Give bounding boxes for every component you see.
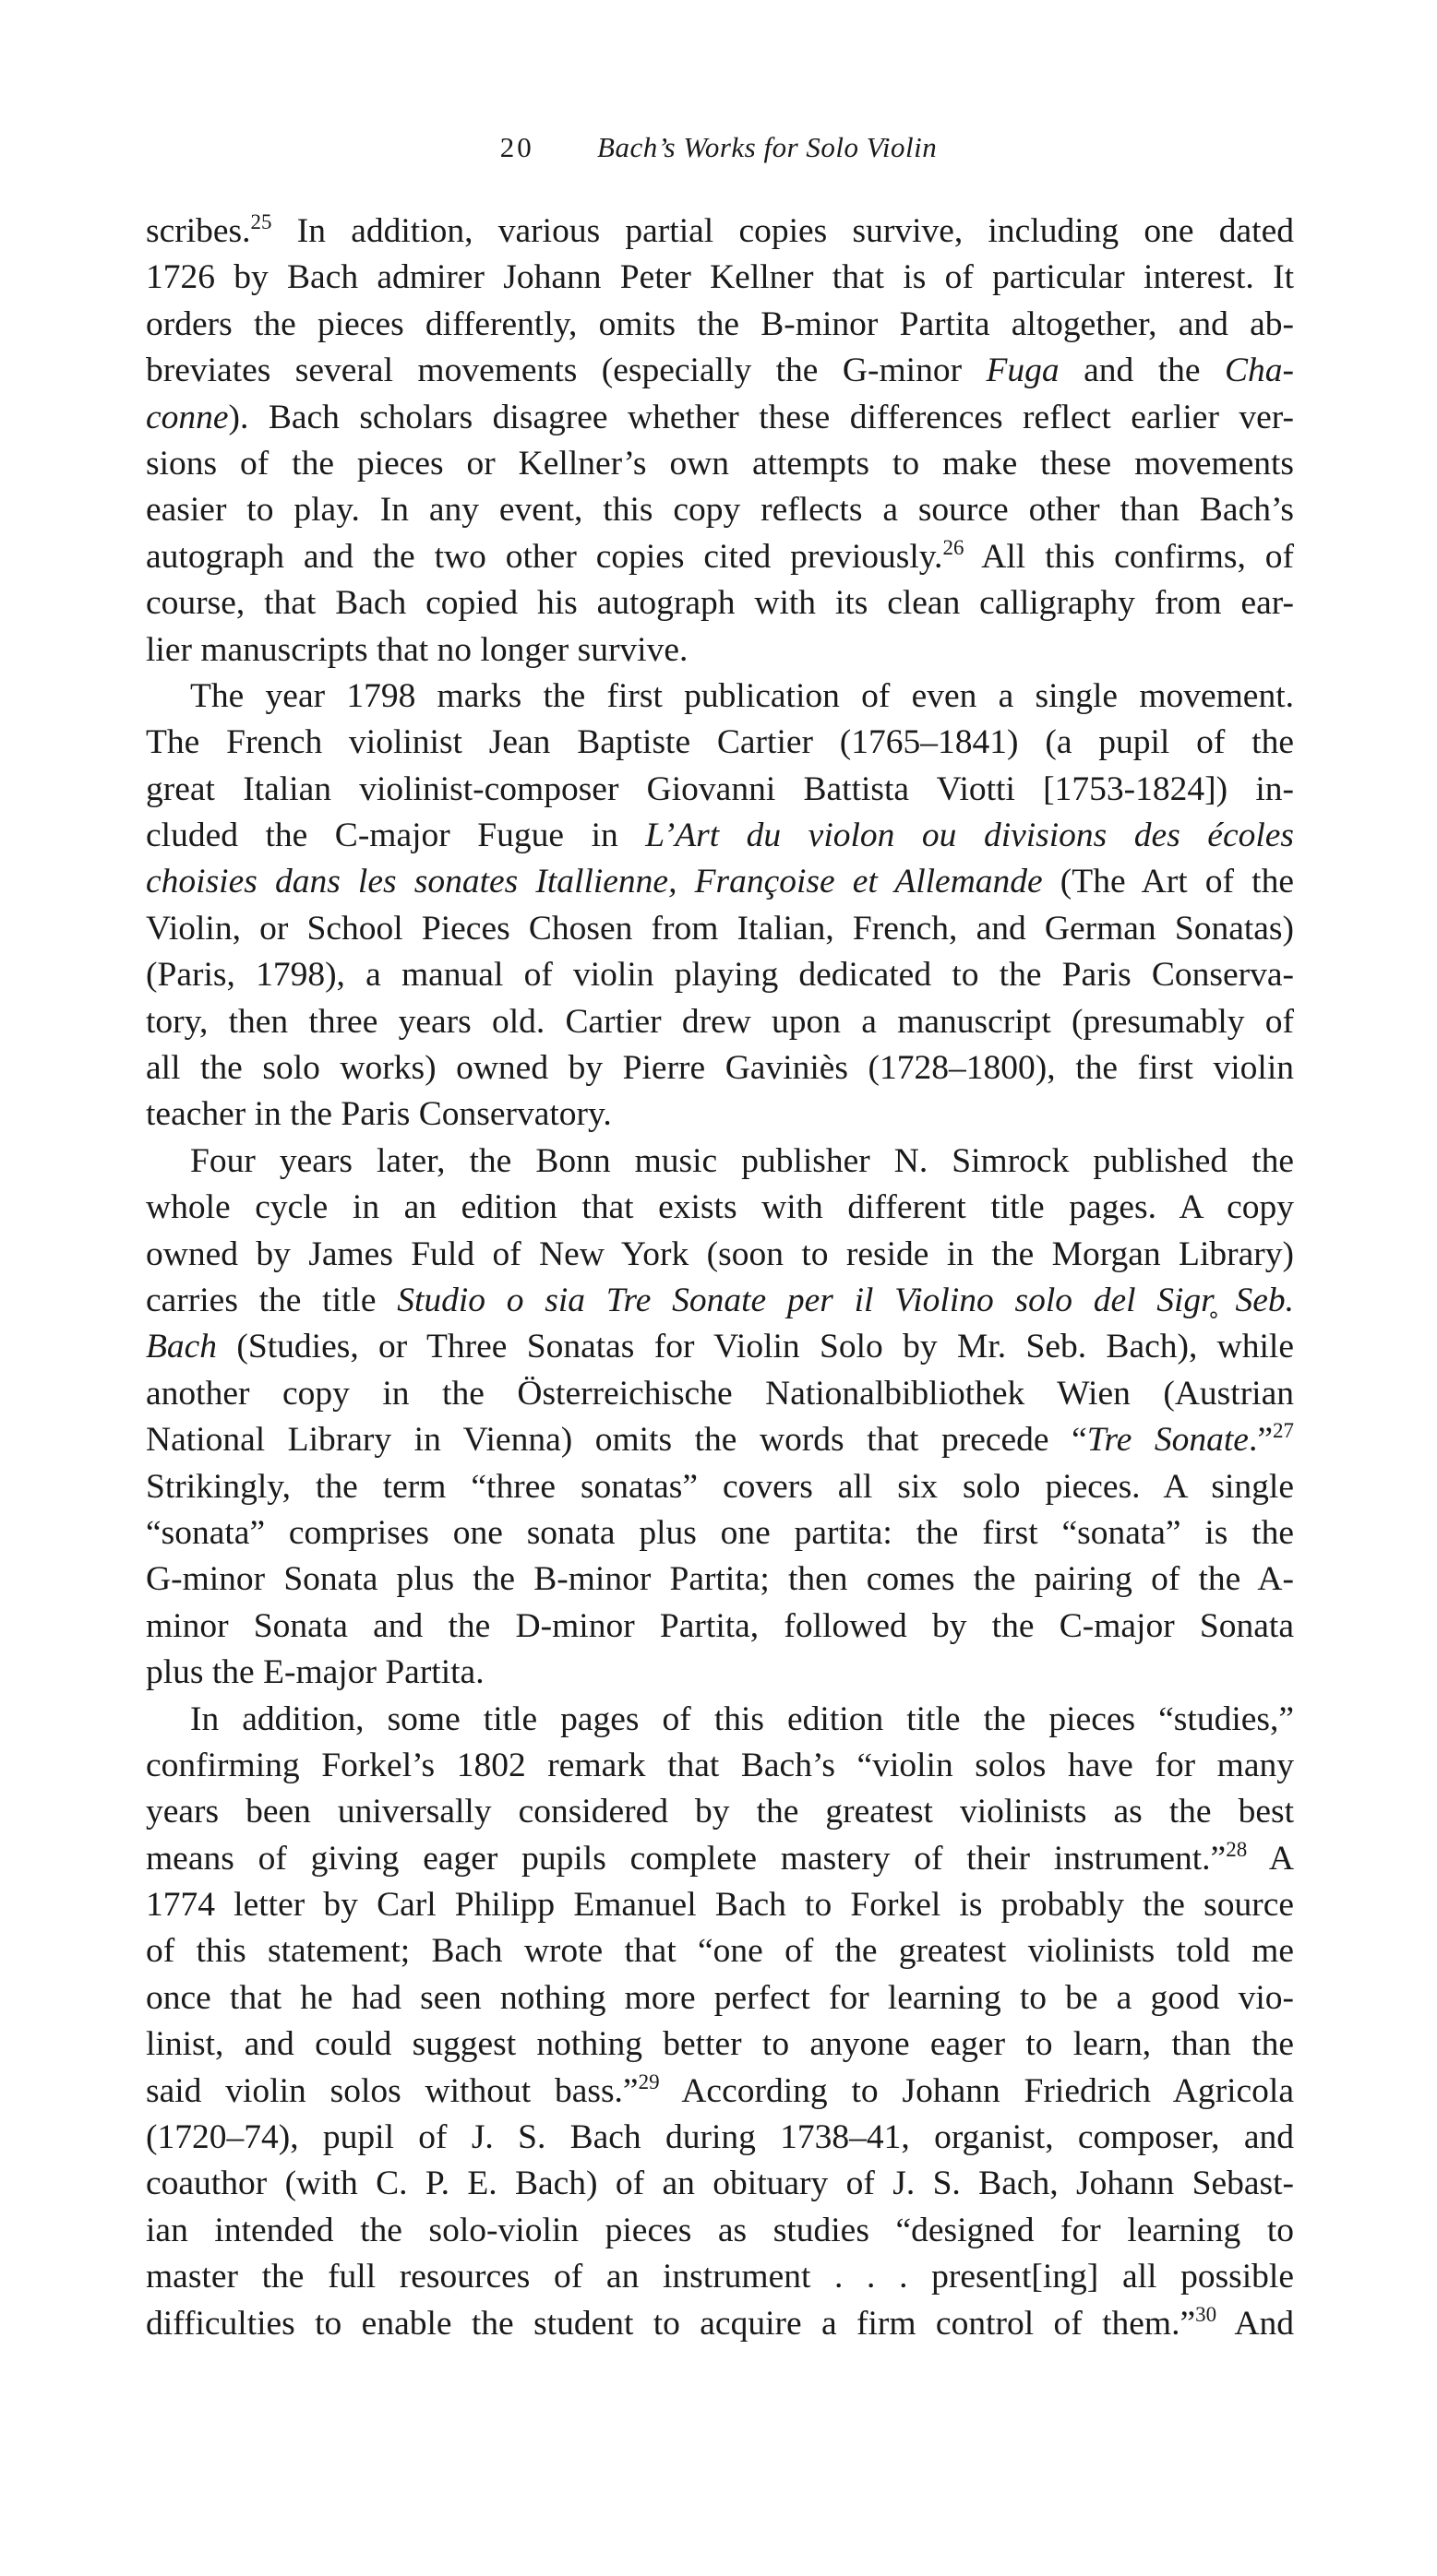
italic-text: Cha- bbox=[1225, 352, 1294, 390]
text-line bbox=[146, 1604, 1294, 1650]
text-segment: sions of the pieces or Kellner’s own attempts to make these movements bbox=[146, 444, 1294, 483]
text-line bbox=[146, 674, 1294, 720]
text-segment: carries the title bbox=[146, 1281, 398, 1319]
italic-text: Fuga bbox=[986, 352, 1060, 390]
text-line bbox=[146, 1278, 1294, 1324]
page-number: 20 bbox=[499, 131, 534, 163]
text-segment: years been universally considered by the greatest violinists as the best bbox=[146, 1793, 1294, 1831]
text-line bbox=[146, 1232, 1294, 1278]
text-segment: whole cycle in an edition that exists with different title pages. A copy bbox=[146, 1188, 1294, 1227]
text-segment: (The Art of the bbox=[1042, 863, 1294, 901]
text-line bbox=[146, 1975, 1294, 2021]
text-line bbox=[146, 767, 1294, 813]
text-line bbox=[146, 859, 1294, 905]
text-segment: Four years later, the Bonn music publisher N. Simrock published the bbox=[190, 1141, 1294, 1180]
text-line bbox=[146, 534, 1294, 580]
text-line bbox=[146, 813, 1294, 859]
footnote-ref: 30 bbox=[1195, 2302, 1217, 2326]
text-line bbox=[146, 2301, 1294, 2347]
text-segment: 1726 by Bach admirer Johann Peter Kellner that is of particular interest. It bbox=[146, 258, 1294, 297]
text-line bbox=[146, 627, 1294, 674]
text-segment: of this statement; Bach wrote that “one of the greatest violinists told me bbox=[146, 1932, 1294, 1971]
text-segment: G-minor Sonata plus the B-minor Partita; then comes the pairing of the A- bbox=[146, 1560, 1294, 1599]
text-line bbox=[146, 1324, 1294, 1370]
text-line bbox=[146, 1882, 1294, 1928]
text-segment: said violin solos without bass.” bbox=[146, 2071, 639, 2110]
text-segment: All this confirms, of bbox=[964, 537, 1294, 576]
text-segment: 1774 letter by Carl Philipp Emanuel Bach to Forkel is probably the source bbox=[146, 1886, 1294, 1925]
text-segment: plus the E-major Partita. bbox=[146, 1653, 485, 1692]
text-line bbox=[146, 255, 1294, 301]
text-segment: In addition, various partial copies survive, including one dated bbox=[271, 212, 1294, 250]
text-segment: ian intended the solo-violin pieces as studies “designed for learning to bbox=[146, 2211, 1294, 2249]
text-segment: master the full resources of an instrument . . . present[ing] all possible bbox=[146, 2258, 1294, 2296]
footnote-ref: 26 bbox=[942, 535, 964, 559]
text-segment: breviates several movements (especially the G-minor bbox=[146, 352, 987, 390]
text-segment: ). Bach scholars disagree whether these differences reflect earlier ver- bbox=[228, 398, 1294, 436]
text-line bbox=[146, 1371, 1294, 1417]
body-text bbox=[146, 209, 1294, 2347]
text-segment: course, that Bach copied his autograph with its clean calligraphy from ear- bbox=[146, 584, 1294, 623]
text-segment: all the solo works) owned by Pierre Gaviniès (1728–1800), the first violin bbox=[146, 1049, 1294, 1088]
text-segment: minor Sonata and the D-minor Partita, followed by the C-major Sonata bbox=[146, 1606, 1294, 1645]
text-segment: (Paris, 1798), a manual of violin playing dedicated to the Paris Conserva- bbox=[146, 956, 1294, 995]
text-segment: And bbox=[1216, 2304, 1295, 2343]
text-segment: According to Johann Friedrich Agricola bbox=[659, 2071, 1294, 2110]
text-line bbox=[146, 2161, 1294, 2207]
text-segment: great Italian violinist-composer Giovanni Battista Viotti [1753-1824]) in- bbox=[146, 769, 1294, 808]
text-line bbox=[146, 348, 1294, 394]
text-line bbox=[146, 1556, 1294, 1603]
text-line bbox=[146, 1045, 1294, 1091]
text-line bbox=[146, 1091, 1294, 1138]
text-segment: autograph and the two other copies cited previously. bbox=[146, 537, 943, 576]
text-segment: easier to play. In any event, this copy reflects a source other than Bach’s bbox=[146, 491, 1294, 530]
italic-text: L’Art du violon ou divisions des écoles bbox=[645, 817, 1294, 855]
text-line bbox=[146, 1417, 1294, 1463]
italic-text: choisies dans les sonates Itallienne, Françoise et Allemande bbox=[146, 863, 1043, 901]
text-line bbox=[146, 1139, 1294, 1185]
italic-text: Tre Sonate bbox=[1086, 1421, 1249, 1460]
text-segment: scribes. bbox=[146, 212, 251, 250]
text-segment: The French violinist Jean Baptiste Cartier (1765–1841) (a pupil of the bbox=[146, 723, 1294, 762]
text-segment: In addition, some title pages of this edition title the pieces “studies,” bbox=[190, 1699, 1294, 1738]
running-head-title: Bach’s Works for Solo Violin bbox=[597, 131, 938, 163]
text-segment: (Studies, or Three Sonatas for Violin Solo by Mr. Seb. Bach), while bbox=[217, 1328, 1294, 1366]
text-line bbox=[146, 720, 1294, 766]
text-line bbox=[146, 2115, 1294, 2161]
text-line bbox=[146, 1464, 1294, 1510]
text-line bbox=[146, 395, 1294, 441]
text-segment: (1720–74), pupil of J. S. Bach during 1738–41, organist, composer, and bbox=[146, 2118, 1294, 2157]
text-segment: means of giving eager pupils complete mastery of their instrument.” bbox=[146, 1839, 1227, 1878]
text-line bbox=[146, 2069, 1294, 2115]
text-segment: lier manuscripts that no longer survive. bbox=[146, 630, 689, 669]
text-line bbox=[146, 487, 1294, 533]
text-segment: tory, then three years old. Cartier drew upon a manuscript (presumably of bbox=[146, 1002, 1294, 1041]
text-segment: and the bbox=[1059, 352, 1225, 390]
footnote-ref: 29 bbox=[638, 2069, 660, 2093]
text-line bbox=[146, 209, 1294, 255]
text-segment: National Library in Vienna) omits the words that precede “ bbox=[146, 1421, 1087, 1460]
italic-text: conne bbox=[146, 398, 229, 436]
text-line bbox=[146, 1789, 1294, 1835]
text-segment: Strikingly, the term “three sonatas” covers all six solo pieces. A single bbox=[146, 1467, 1294, 1506]
text-segment: another copy in the Österreichische Nationalbibliothek Wien (Austrian bbox=[146, 1374, 1294, 1413]
text-line bbox=[146, 2021, 1294, 2068]
text-line bbox=[146, 1836, 1294, 1882]
text-segment: coauthor (with C. P. E. Bach) of an obituary of J. S. Bach, Johann Sebast- bbox=[146, 2165, 1294, 2203]
italic-text: Bach bbox=[146, 1328, 218, 1366]
text-segment: The year 1798 marks the first publication of even a single movement. bbox=[190, 676, 1294, 715]
text-segment: “sonata” comprises one sonata plus one partita: the first “sonata” is the bbox=[146, 1513, 1294, 1552]
text-line bbox=[146, 1185, 1294, 1231]
text-line bbox=[146, 2208, 1294, 2254]
text-line bbox=[146, 580, 1294, 626]
text-segment: cluded the C-major Fugue in bbox=[146, 817, 646, 855]
text-line bbox=[146, 1743, 1294, 1789]
text-segment: linist, and could suggest nothing better to anyone eager to learn, than the bbox=[146, 2025, 1294, 2064]
text-segment: once that he had seen nothing more perfect for learning to be a good vio- bbox=[146, 1978, 1294, 2017]
text-line bbox=[146, 1510, 1294, 1556]
text-line bbox=[146, 302, 1294, 348]
text-segment: difficulties to enable the student to acquire a firm control of them.” bbox=[146, 2304, 1196, 2343]
text-line bbox=[146, 952, 1294, 998]
text-line bbox=[146, 441, 1294, 487]
text-line bbox=[146, 1928, 1294, 1974]
text-line bbox=[146, 2254, 1294, 2300]
text-segment: .” bbox=[1248, 1421, 1273, 1460]
text-segment: A bbox=[1247, 1839, 1294, 1878]
text-line bbox=[146, 1697, 1294, 1743]
text-segment: owned by James Fuld of New York (soon to reside in the Morgan Library) bbox=[146, 1234, 1294, 1273]
footnote-ref: 27 bbox=[1273, 1419, 1294, 1443]
text-segment: confirming Forkel’s 1802 remark that Bach’s “violin solos have for many bbox=[146, 1746, 1294, 1784]
text-segment: orders the pieces differently, omits the B-minor Partita altogether, and ab- bbox=[146, 304, 1294, 343]
text-segment: teacher in the Paris Conservatory. bbox=[146, 1095, 612, 1134]
running-head bbox=[0, 131, 1437, 164]
text-line bbox=[146, 906, 1294, 952]
text-segment: Violin, or School Pieces Chosen from Italian, French, and German Sonatas) bbox=[146, 909, 1294, 948]
text-line bbox=[146, 1650, 1294, 1696]
footnote-ref: 28 bbox=[1226, 1837, 1248, 1861]
text-line bbox=[146, 999, 1294, 1045]
italic-text: Studio o sia Tre Sonate per il Violino solo del Sigr̥ Seb. bbox=[397, 1281, 1294, 1319]
footnote-ref: 25 bbox=[250, 210, 272, 233]
